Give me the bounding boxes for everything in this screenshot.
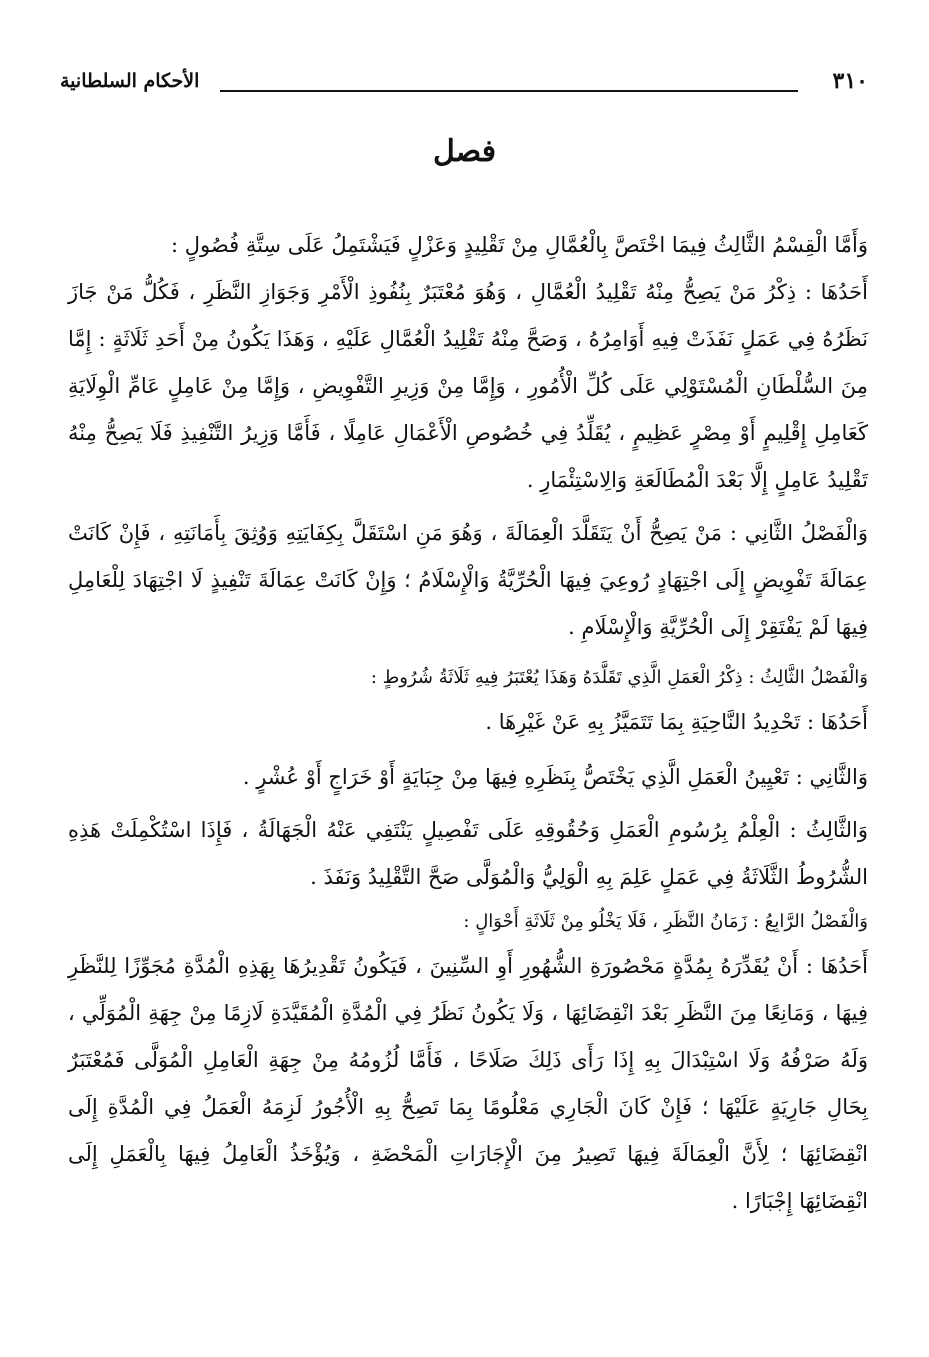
paragraph-condition-two <box>68 754 868 801</box>
paragraph-text: تَحْدِيدُ النَّاحِيَةِ بِمَا تَتَمَيَّزُ بِهِ عَنْ غَيْرِهَا . <box>485 710 801 734</box>
paragraph-state-one <box>68 943 868 1225</box>
paragraph-text: زَمَانُ النَّظَرِ ، فَلَا يَخْلُو مِنْ ثَلَاثَةِ أَحْوَالٍ : <box>463 911 748 932</box>
paragraph-fourth-chapter <box>68 901 868 943</box>
paragraph-text: الْعِلْمُ بِرُسُومِ الْعَمَلِ وَحُقُوقِهِ عَلَى تَفْصِيلٍ يَنْتَفِي عَنْهُ الْجَهَالَةُ ، فَإِذَا اسْتُكْمِلَتْ هَذِهِ الشُّرُوطُ الثَّلَاثَةُ فِي عَمَلٍ عَلِمَ بِهِ الْوَلِيُّ وَالْمُوَلَّى صَحَّ التَّقْلِيدُ وَنَفَذَ . <box>68 818 868 889</box>
paragraph-first <box>68 269 868 504</box>
paragraph-condition-three <box>68 807 868 901</box>
paragraph-text: ذِكْرُ مَنْ يَصِحُّ مِنْهُ تَقْلِيدُ الْعُمَّالِ ، وَهُوَ مُعْتَبَرٌ بِنُفُوذِ الْأَمْرِ وَجَوَازِ النَّظَرِ ، فَكُلُّ مَنْ جَازَ نَظَرُهُ فِي عَمَلٍ نَفَذَتْ فِيهِ أَوَامِرُهُ ، وَصَحَّ مِنْهُ تَقْلِيدُ الْعُمَّالِ عَلَيْهِ ، وَهَذَا يَكُونُ مِنْ أَحَدِ ثَلَاثَةٍ : إِمَّا مِنَ السُّلْطَانِ الْمُسْتَوْلِي عَلَى كُلِّ الْأُمُورِ ، وَإِمَّا مِنْ وَزِيرِ التَّفْوِيضِ ، وَإِمَّا مِنْ عَامِلٍ عَامِّ الْوِلَايَةِ كَعَامِلِ إِقْلِيمٍ أَوْ مِصْرٍ عَظِيمٍ ، يُقَلِّدُ فِي خُصُوصِ الْأَعْمَالِ عَامِلًا ، فَأَمَّا وَزِيرُ التَّنْفِيذِ فَلَا يَصِحُّ مِنْهُ تَقْلِيدُ عَامِلٍ إِلَّا بَعْدَ الْمُطَالَعَةِ وَالِاسْتِئْمَارِ . <box>68 280 868 492</box>
paragraph-intro <box>68 222 868 269</box>
paragraph-lead: وَالْفَصْلُ الثَّالِثُ : <box>748 667 868 688</box>
section-title: فصل <box>432 134 497 169</box>
paragraph-lead: وَالثَّانِي : <box>795 765 868 789</box>
paragraph-text: وَأَمَّا الْقِسْمُ الثَّالِثُ فِيمَا اخْتَصَّ بِالْعُمَّالِ مِنْ تَقْلِيدٍ وَعَزْلٍ فَيَشْتَمِلُ عَلَى سِتَّةِ فُصُولٍ : <box>171 233 868 257</box>
paragraph-third-chapter <box>68 657 868 699</box>
paragraph-lead: وَالثَّالِثُ : <box>789 818 868 842</box>
paragraph-lead: أَحَدُهَا : <box>805 954 868 978</box>
paragraph-condition-one <box>68 699 868 746</box>
paragraph-lead: أَحَدُهَا : <box>806 710 868 734</box>
paragraph-lead: وَالْفَصْلُ الثَّانِي : <box>729 521 868 545</box>
paragraph-lead: وَالْفَصْلُ الرَّابِعُ : <box>752 911 868 932</box>
paragraph-lead: أَحَدُهَا : <box>804 280 868 304</box>
body-text <box>68 222 868 1225</box>
page-header <box>60 68 868 108</box>
paragraph-text: ذِكْرُ الْعَمَلِ الَّذِي تَقَلَّدَهُ وَهَذَا يُعْتَبَرُ فِيهِ ثَلَاثَةُ شُرُوطٍ : <box>370 667 743 688</box>
header-rule <box>220 90 798 92</box>
page-number: ٣١٠ <box>832 68 868 94</box>
paragraph-text: مَنْ يَصِحُّ أَنْ يَتَقَلَّدَ الْعِمَالَةَ ، وَهُوَ مَنِ اسْتَقَلَّ بِكِفَايَتِهِ وَوُثِقَ بِأَمَانَتِهِ ، فَإِنْ كَانَتْ عِمَالَةَ تَفْوِيضٍ إِلَى اجْتِهَادٍ رُوعِيَ فِيهَا الْحُرِّيَّةُ وَالْإِسْلَامُ ؛ وَإِنْ كَانَتْ عِمَالَةَ تَنْفِيذٍ لَا اجْتِهَادَ لِلْعَامِلِ فِيهَا لَمْ يَفْتَقِرْ إِلَى الْحُرِّيَّةِ وَالْإِسْلَامِ . <box>68 521 868 639</box>
paragraph-second-chapter <box>68 510 868 651</box>
paragraph-text: تَعْيِينُ الْعَمَلِ الَّذِي يَخْتَصُّ بِنَظَرِهِ فِيهَا مِنْ جِبَايَةٍ أَوْ خَرَاجٍ أَوْ عُشْرٍ . <box>242 765 790 789</box>
running-title: الأحكام السلطانية <box>60 70 200 92</box>
paragraph-text: أَنْ يُقَدِّرَهُ بِمُدَّةٍ مَحْصُورَةِ الشُّهُورِ أَوِ السِّنِينَ ، فَيَكُونُ تَقْدِيرُهَا بِهَذِهِ الْمُدَّةِ مُجَوِّزًا لِلنَّظَرِ فِيهَا ، وَمَانِعًا مِنَ النَّظَرِ بَعْدَ انْقِضَائِهَا ، وَلَا يَكُونُ نَظَرُ فِي الْمُدَّةِ الْمُقَيَّدَةِ لَازِمًا مِنْ جِهَةِ الْمُوَلِّي ، وَلَهُ صَرْفُهُ وَلَا اسْتِبْدَالَ بِهِ إِذَا رَأَى ذَلِكَ صَلَاحًا ، فَأَمَّا لُزُومُهُ مِنْ جِهَةِ الْعَامِلِ الْمُوَلَّى فَمُعْتَبَرٌ بِحَالِ جَارِيَةٍ عَلَيْهَا ؛ فَإِنْ كَانَ الْجَارِي مَعْلُومًا بِمَا تَصِحُّ بِهِ الْأُجُورُ لَزِمَهُ الْعَمَلُ فِي الْمُدَّةِ إِلَى انْقِضَائِهَا ؛ لِأَنَّ الْعِمَالَةَ فِيهَا تَصِيرُ مِنَ الْإِجَارَاتِ الْمَحْضَةِ ، وَيُؤْخَذُ الْعَامِلُ فِيهَا بِالْعَمَلِ إِلَى انْقِضَائِهَا إِجْبَارًا . <box>68 954 868 1213</box>
